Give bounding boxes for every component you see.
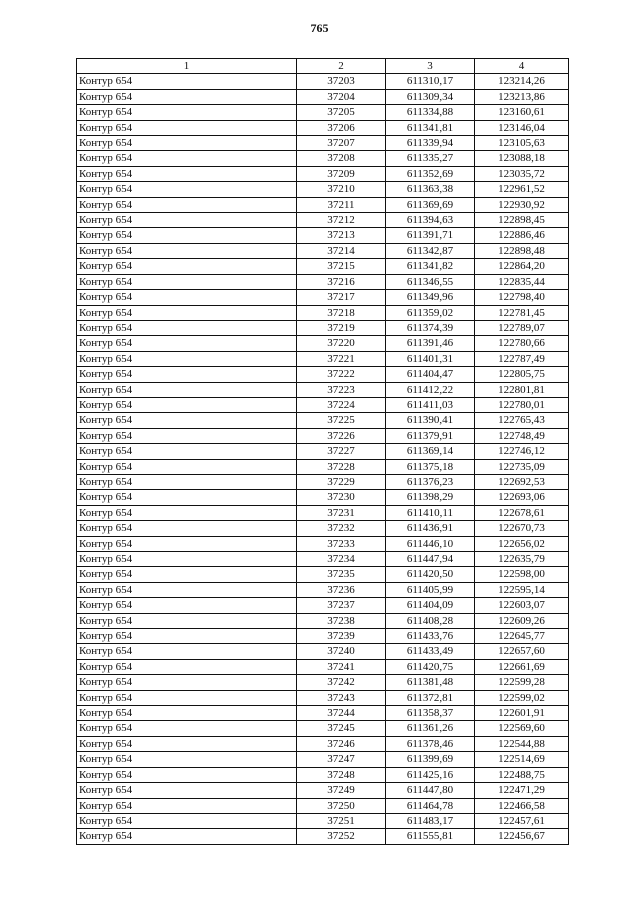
table-row <box>77 290 569 305</box>
y-coordinate-cell: 122466,58 <box>475 798 569 813</box>
y-coordinate-cell: 122656,02 <box>475 536 569 551</box>
point-number-cell: 37234 <box>297 552 386 567</box>
x-coordinate-cell: 611420,75 <box>386 659 475 674</box>
y-coordinate-cell: 122544,88 <box>475 736 569 751</box>
contour-name-cell: Контур 654 <box>77 659 297 674</box>
y-coordinate-cell: 122787,49 <box>475 351 569 366</box>
point-number-cell: 37237 <box>297 598 386 613</box>
point-number-cell: 37246 <box>297 736 386 751</box>
contour-name-cell: Контур 654 <box>77 444 297 459</box>
x-coordinate-cell: 611375,18 <box>386 459 475 474</box>
table-row <box>77 690 569 705</box>
table-row <box>77 397 569 412</box>
y-coordinate-cell: 123214,26 <box>475 74 569 89</box>
point-number-cell: 37209 <box>297 166 386 181</box>
point-number-cell: 37250 <box>297 798 386 813</box>
contour-name-cell: Контур 654 <box>77 336 297 351</box>
table-row <box>77 444 569 459</box>
table-row <box>77 367 569 382</box>
contour-name-cell: Контур 654 <box>77 752 297 767</box>
point-number-cell: 37238 <box>297 613 386 628</box>
point-number-cell: 37224 <box>297 397 386 412</box>
point-number-cell: 37211 <box>297 197 386 212</box>
point-number-cell: 37223 <box>297 382 386 397</box>
contour-name-cell: Контур 654 <box>77 474 297 489</box>
x-coordinate-cell: 611346,55 <box>386 274 475 289</box>
contour-name-cell: Контур 654 <box>77 397 297 412</box>
point-number-cell: 37233 <box>297 536 386 551</box>
point-number-cell: 37212 <box>297 213 386 228</box>
table-row <box>77 490 569 505</box>
table-row <box>77 89 569 104</box>
y-coordinate-cell: 122780,66 <box>475 336 569 351</box>
contour-name-cell: Контур 654 <box>77 675 297 690</box>
point-number-cell: 37252 <box>297 829 386 844</box>
point-number-cell: 37214 <box>297 243 386 258</box>
point-number-cell: 37218 <box>297 305 386 320</box>
point-number-cell: 37226 <box>297 428 386 443</box>
table-row <box>77 829 569 844</box>
x-coordinate-cell: 611341,82 <box>386 259 475 274</box>
point-number-cell: 37222 <box>297 367 386 382</box>
contour-name-cell: Контур 654 <box>77 213 297 228</box>
contour-name-cell: Контур 654 <box>77 166 297 181</box>
contour-name-cell: Контур 654 <box>77 259 297 274</box>
y-coordinate-cell: 122609,26 <box>475 613 569 628</box>
table-row <box>77 459 569 474</box>
table-body <box>77 74 569 844</box>
table-row <box>77 767 569 782</box>
y-coordinate-cell: 122569,60 <box>475 721 569 736</box>
point-number-cell: 37228 <box>297 459 386 474</box>
x-coordinate-cell: 611425,16 <box>386 767 475 782</box>
table-header-row <box>77 59 569 74</box>
point-number-cell: 37242 <box>297 675 386 690</box>
x-coordinate-cell: 611433,49 <box>386 644 475 659</box>
x-coordinate-cell: 611447,80 <box>386 783 475 798</box>
y-coordinate-cell: 122645,77 <box>475 629 569 644</box>
table-row <box>77 613 569 628</box>
point-number-cell: 37248 <box>297 767 386 782</box>
contour-name-cell: Контур 654 <box>77 243 297 258</box>
x-coordinate-cell: 611339,94 <box>386 136 475 151</box>
y-coordinate-cell: 122835,44 <box>475 274 569 289</box>
point-number-cell: 37207 <box>297 136 386 151</box>
contour-name-cell: Контур 654 <box>77 598 297 613</box>
contour-name-cell: Контур 654 <box>77 783 297 798</box>
contour-name-cell: Контур 654 <box>77 644 297 659</box>
x-coordinate-cell: 611361,26 <box>386 721 475 736</box>
y-coordinate-cell: 122805,75 <box>475 367 569 382</box>
table-row <box>77 644 569 659</box>
y-coordinate-cell: 122692,53 <box>475 474 569 489</box>
x-coordinate-cell: 611341,81 <box>386 120 475 135</box>
page-number: 765 <box>310 21 329 35</box>
contour-name-cell: Контур 654 <box>77 459 297 474</box>
y-coordinate-cell: 123160,61 <box>475 105 569 120</box>
table-row <box>77 706 569 721</box>
contour-name-cell: Контур 654 <box>77 567 297 582</box>
contour-name-cell: Контур 654 <box>77 813 297 828</box>
table-row <box>77 243 569 258</box>
y-coordinate-cell: 122601,91 <box>475 706 569 721</box>
contour-name-cell: Контур 654 <box>77 320 297 335</box>
y-coordinate-cell: 122598,00 <box>475 567 569 582</box>
point-number-cell: 37216 <box>297 274 386 289</box>
contour-name-cell: Контур 654 <box>77 629 297 644</box>
y-coordinate-cell: 122670,73 <box>475 521 569 536</box>
contour-name-cell: Контур 654 <box>77 552 297 567</box>
x-coordinate-cell: 611410,11 <box>386 505 475 520</box>
contour-name-cell: Контур 654 <box>77 305 297 320</box>
x-coordinate-cell: 611376,23 <box>386 474 475 489</box>
point-number-cell: 37204 <box>297 89 386 104</box>
x-coordinate-cell: 611447,94 <box>386 552 475 567</box>
x-coordinate-cell: 611374,39 <box>386 320 475 335</box>
x-coordinate-cell: 611359,02 <box>386 305 475 320</box>
table-row <box>77 228 569 243</box>
point-number-cell: 37247 <box>297 752 386 767</box>
contour-name-cell: Контур 654 <box>77 351 297 366</box>
y-coordinate-cell: 122781,45 <box>475 305 569 320</box>
point-number-cell: 37229 <box>297 474 386 489</box>
contour-name-cell: Контур 654 <box>77 690 297 705</box>
point-number-cell: 37203 <box>297 74 386 89</box>
y-coordinate-cell: 122765,43 <box>475 413 569 428</box>
point-number-cell: 37206 <box>297 120 386 135</box>
x-coordinate-cell: 611378,46 <box>386 736 475 751</box>
table-row <box>77 567 569 582</box>
y-coordinate-cell: 122661,69 <box>475 659 569 674</box>
point-number-cell: 37235 <box>297 567 386 582</box>
y-coordinate-cell: 123088,18 <box>475 151 569 166</box>
y-coordinate-cell: 122599,02 <box>475 690 569 705</box>
table-row <box>77 320 569 335</box>
x-coordinate-cell: 611401,31 <box>386 351 475 366</box>
x-coordinate-cell: 611483,17 <box>386 813 475 828</box>
contour-name-cell: Контур 654 <box>77 721 297 736</box>
table-row <box>77 505 569 520</box>
point-number-cell: 37232 <box>297 521 386 536</box>
table-row <box>77 151 569 166</box>
column-header-3: 3 <box>386 59 475 74</box>
table-row <box>77 598 569 613</box>
x-coordinate-cell: 611363,38 <box>386 182 475 197</box>
x-coordinate-cell: 611394,63 <box>386 213 475 228</box>
contour-name-cell: Контур 654 <box>77 274 297 289</box>
contour-name-cell: Контур 654 <box>77 74 297 89</box>
contour-name-cell: Контур 654 <box>77 367 297 382</box>
contour-name-cell: Контур 654 <box>77 197 297 212</box>
y-coordinate-cell: 122864,20 <box>475 259 569 274</box>
y-coordinate-cell: 122886,46 <box>475 228 569 243</box>
table-row <box>77 783 569 798</box>
x-coordinate-cell: 611412,22 <box>386 382 475 397</box>
contour-name-cell: Контур 654 <box>77 829 297 844</box>
contour-name-cell: Контур 654 <box>77 536 297 551</box>
table-row <box>77 166 569 181</box>
contour-name-cell: Контур 654 <box>77 428 297 443</box>
point-number-cell: 37227 <box>297 444 386 459</box>
table-row <box>77 474 569 489</box>
y-coordinate-cell: 123146,04 <box>475 120 569 135</box>
table-row <box>77 428 569 443</box>
point-number-cell: 37221 <box>297 351 386 366</box>
y-coordinate-cell: 122457,61 <box>475 813 569 828</box>
contour-name-cell: Контур 654 <box>77 120 297 135</box>
y-coordinate-cell: 122780,01 <box>475 397 569 412</box>
table-row <box>77 521 569 536</box>
point-number-cell: 37239 <box>297 629 386 644</box>
point-number-cell: 37219 <box>297 320 386 335</box>
contour-name-cell: Контур 654 <box>77 582 297 597</box>
contour-name-cell: Контур 654 <box>77 290 297 305</box>
y-coordinate-cell: 122514,69 <box>475 752 569 767</box>
y-coordinate-cell: 122657,60 <box>475 644 569 659</box>
x-coordinate-cell: 611391,46 <box>386 336 475 351</box>
contour-name-cell: Контур 654 <box>77 521 297 536</box>
table-row <box>77 197 569 212</box>
y-coordinate-cell: 123035,72 <box>475 166 569 181</box>
contour-name-cell: Контур 654 <box>77 798 297 813</box>
contour-name-cell: Контур 654 <box>77 736 297 751</box>
x-coordinate-cell: 611342,87 <box>386 243 475 258</box>
point-number-cell: 37241 <box>297 659 386 674</box>
table-row <box>77 136 569 151</box>
y-coordinate-cell: 122471,29 <box>475 783 569 798</box>
table-row <box>77 351 569 366</box>
x-coordinate-cell: 611358,37 <box>386 706 475 721</box>
y-coordinate-cell: 123105,63 <box>475 136 569 151</box>
point-number-cell: 37251 <box>297 813 386 828</box>
y-coordinate-cell: 122599,28 <box>475 675 569 690</box>
point-number-cell: 37205 <box>297 105 386 120</box>
table-row <box>77 798 569 813</box>
y-coordinate-cell: 122898,48 <box>475 243 569 258</box>
x-coordinate-cell: 611381,48 <box>386 675 475 690</box>
y-coordinate-cell: 122789,07 <box>475 320 569 335</box>
x-coordinate-cell: 611411,03 <box>386 397 475 412</box>
table-row <box>77 336 569 351</box>
table-row <box>77 629 569 644</box>
y-coordinate-cell: 122798,40 <box>475 290 569 305</box>
table-row <box>77 552 569 567</box>
contour-name-cell: Контур 654 <box>77 89 297 104</box>
point-number-cell: 37245 <box>297 721 386 736</box>
x-coordinate-cell: 611404,47 <box>386 367 475 382</box>
contour-name-cell: Контур 654 <box>77 413 297 428</box>
y-coordinate-cell: 122801,81 <box>475 382 569 397</box>
y-coordinate-cell: 123213,86 <box>475 89 569 104</box>
coordinates-table <box>76 58 569 845</box>
contour-name-cell: Контур 654 <box>77 136 297 151</box>
contour-name-cell: Контур 654 <box>77 382 297 397</box>
x-coordinate-cell: 611436,91 <box>386 521 475 536</box>
y-coordinate-cell: 122595,14 <box>475 582 569 597</box>
x-coordinate-cell: 611433,76 <box>386 629 475 644</box>
table-row <box>77 382 569 397</box>
y-coordinate-cell: 122635,79 <box>475 552 569 567</box>
x-coordinate-cell: 611555,81 <box>386 829 475 844</box>
x-coordinate-cell: 611310,17 <box>386 74 475 89</box>
contour-name-cell: Контур 654 <box>77 613 297 628</box>
table-row <box>77 736 569 751</box>
x-coordinate-cell: 611399,69 <box>386 752 475 767</box>
contour-name-cell: Контур 654 <box>77 228 297 243</box>
x-coordinate-cell: 611391,71 <box>386 228 475 243</box>
x-coordinate-cell: 611334,88 <box>386 105 475 120</box>
y-coordinate-cell: 122961,52 <box>475 182 569 197</box>
contour-name-cell: Контур 654 <box>77 767 297 782</box>
contour-name-cell: Контур 654 <box>77 505 297 520</box>
table-row <box>77 120 569 135</box>
table-row <box>77 305 569 320</box>
point-number-cell: 37231 <box>297 505 386 520</box>
y-coordinate-cell: 122603,07 <box>475 598 569 613</box>
x-coordinate-cell: 611335,27 <box>386 151 475 166</box>
y-coordinate-cell: 122735,09 <box>475 459 569 474</box>
x-coordinate-cell: 611398,29 <box>386 490 475 505</box>
table-row <box>77 752 569 767</box>
table-row <box>77 536 569 551</box>
x-coordinate-cell: 611372,81 <box>386 690 475 705</box>
column-header-2: 2 <box>297 59 386 74</box>
table-row <box>77 213 569 228</box>
x-coordinate-cell: 611408,28 <box>386 613 475 628</box>
y-coordinate-cell: 122746,12 <box>475 444 569 459</box>
contour-name-cell: Контур 654 <box>77 151 297 166</box>
table-row <box>77 413 569 428</box>
table-row <box>77 675 569 690</box>
x-coordinate-cell: 611369,69 <box>386 197 475 212</box>
contour-name-cell: Контур 654 <box>77 490 297 505</box>
x-coordinate-cell: 611420,50 <box>386 567 475 582</box>
point-number-cell: 37220 <box>297 336 386 351</box>
table-row <box>77 182 569 197</box>
y-coordinate-cell: 122693,06 <box>475 490 569 505</box>
table-row <box>77 721 569 736</box>
x-coordinate-cell: 611309,34 <box>386 89 475 104</box>
table-row <box>77 259 569 274</box>
point-number-cell: 37244 <box>297 706 386 721</box>
x-coordinate-cell: 611349,96 <box>386 290 475 305</box>
table-row <box>77 274 569 289</box>
x-coordinate-cell: 611369,14 <box>386 444 475 459</box>
point-number-cell: 37230 <box>297 490 386 505</box>
column-header-1: 1 <box>77 59 297 74</box>
table-row <box>77 74 569 89</box>
point-number-cell: 37210 <box>297 182 386 197</box>
x-coordinate-cell: 611446,10 <box>386 536 475 551</box>
point-number-cell: 37243 <box>297 690 386 705</box>
table-row <box>77 659 569 674</box>
table-row <box>77 582 569 597</box>
y-coordinate-cell: 122898,45 <box>475 213 569 228</box>
point-number-cell: 37208 <box>297 151 386 166</box>
y-coordinate-cell: 122748,49 <box>475 428 569 443</box>
x-coordinate-cell: 611379,91 <box>386 428 475 443</box>
y-coordinate-cell: 122678,61 <box>475 505 569 520</box>
x-coordinate-cell: 611405,99 <box>386 582 475 597</box>
point-number-cell: 37236 <box>297 582 386 597</box>
x-coordinate-cell: 611352,69 <box>386 166 475 181</box>
point-number-cell: 37240 <box>297 644 386 659</box>
column-header-4: 4 <box>475 59 569 74</box>
point-number-cell: 37217 <box>297 290 386 305</box>
x-coordinate-cell: 611404,09 <box>386 598 475 613</box>
point-number-cell: 37225 <box>297 413 386 428</box>
y-coordinate-cell: 122488,75 <box>475 767 569 782</box>
y-coordinate-cell: 122456,67 <box>475 829 569 844</box>
contour-name-cell: Контур 654 <box>77 706 297 721</box>
contour-name-cell: Контур 654 <box>77 182 297 197</box>
x-coordinate-cell: 611464,78 <box>386 798 475 813</box>
point-number-cell: 37215 <box>297 259 386 274</box>
point-number-cell: 37213 <box>297 228 386 243</box>
y-coordinate-cell: 122930,92 <box>475 197 569 212</box>
contour-name-cell: Контур 654 <box>77 105 297 120</box>
table-row <box>77 813 569 828</box>
table-row <box>77 105 569 120</box>
point-number-cell: 37249 <box>297 783 386 798</box>
x-coordinate-cell: 611390,41 <box>386 413 475 428</box>
